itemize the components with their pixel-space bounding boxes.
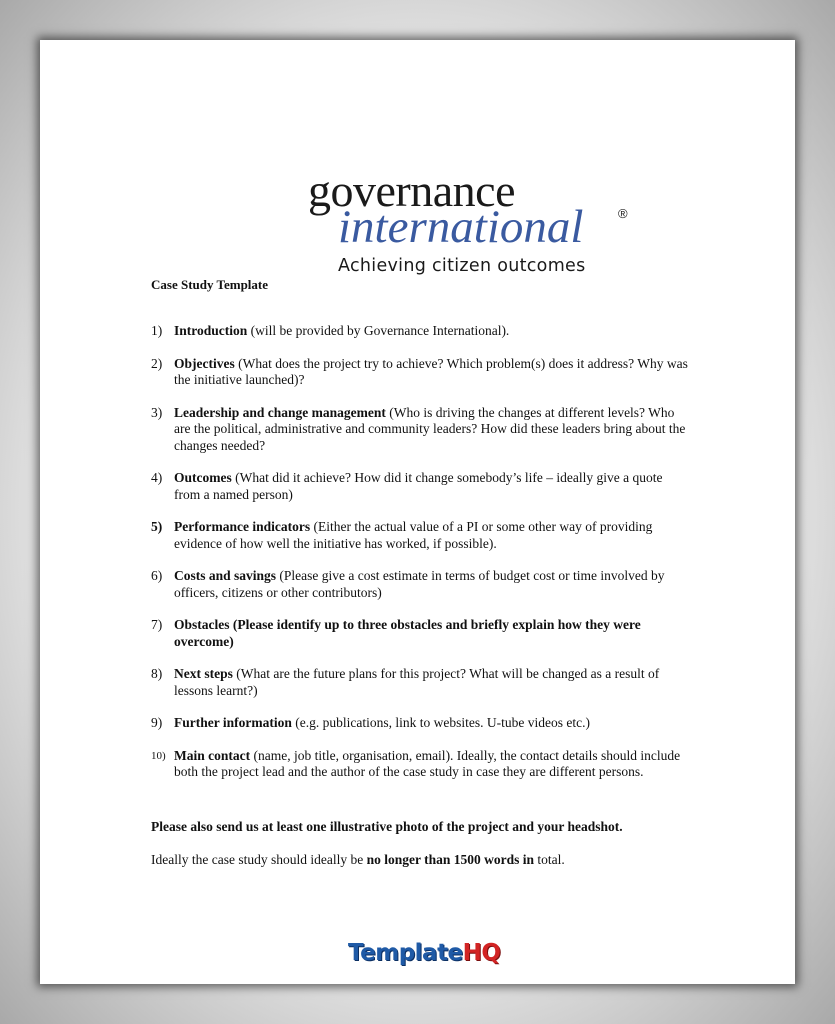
item-number: 1) [151, 323, 163, 338]
item-heading: Costs and savings [174, 568, 277, 583]
item-number: 6) [151, 568, 163, 583]
brand-accent: HQ [462, 940, 501, 966]
item-heading: Obstacles (Please identify up to three obstacles and briefly explain how they were overcome) [174, 617, 641, 649]
item-heading: Introduction [174, 323, 248, 338]
word-limit-note [151, 852, 711, 869]
item-heading: Further information [174, 715, 292, 730]
item-heading: Leadership and change management [174, 404, 386, 420]
item-text: (will be provided by Governance International). [247, 323, 510, 338]
item-heading: Outcomes [174, 470, 232, 485]
item-text: (Either the actual value of a PI or some other way of providing evidence of how well the initiative has worked, if possible). [174, 519, 653, 551]
logo-line-international: international [338, 201, 584, 253]
item-number: 9) [151, 715, 163, 730]
list-item [151, 323, 691, 340]
word-limit-before: Ideally the case study should ideally be [151, 852, 367, 867]
item-text: (name, job title, organisation, email). Ideally, the contact details should include both the project lead and the author of the case study in case they are different persons. [174, 747, 681, 779]
governance-international-logo [308, 165, 668, 288]
item-number: 3) [151, 404, 163, 420]
registered-mark: ® [618, 206, 628, 221]
item-text: (Who is driving the changes at different levels? Who are the political, administrative and community leaders? How did these leaders bring about the changes needed? [174, 404, 686, 453]
document-title: Case Study Template [151, 277, 269, 292]
list-item [151, 568, 691, 601]
item-number: 8) [151, 666, 163, 681]
item-text: (Please give a cost estimate in terms of budget cost or time involved by officers, citizens or other contributors) [174, 568, 665, 600]
item-text: (What are the future plans for this project? What will be changed as a result of lessons learnt?) [174, 666, 660, 698]
list-item [151, 617, 691, 650]
item-text: (What did it achieve? How did it change somebody’s life – ideally give a quote from a named person) [174, 470, 663, 502]
logo-tagline: Achieving citizen outcomes [338, 256, 586, 276]
logo-line-governance: governance [308, 165, 515, 216]
word-limit-bold: no longer than 1500 words in [366, 852, 534, 867]
item-number: 2) [151, 355, 163, 371]
item-number: 7) [151, 617, 163, 632]
list-item [151, 715, 691, 732]
item-heading: Main contact [174, 747, 251, 763]
list-item [151, 519, 691, 552]
list-item [151, 356, 691, 389]
item-heading: Next steps [174, 666, 233, 681]
item-heading: Performance indicators [174, 519, 311, 534]
list-item [151, 470, 691, 503]
list-item [151, 748, 691, 781]
brand-main: Template [348, 940, 463, 966]
item-heading: Objectives [174, 355, 235, 371]
word-limit-after: total. [533, 852, 565, 867]
section-list [151, 323, 691, 797]
photo-note: Please also send us at least one illustrative photo of the project and your headshot. [151, 819, 623, 834]
item-number: 5) [151, 519, 163, 534]
list-item [151, 405, 691, 455]
item-text: (What does the project try to achieve? Which problem(s) does it address? Why was the initiative launched)? [174, 355, 688, 387]
templatehq-logo [348, 938, 500, 968]
item-number: 10) [151, 749, 166, 762]
item-text: (e.g. publications, link to websites. U-tube videos etc.) [291, 715, 590, 730]
list-item [151, 666, 691, 699]
document-page [40, 40, 795, 984]
item-number: 4) [151, 470, 163, 485]
